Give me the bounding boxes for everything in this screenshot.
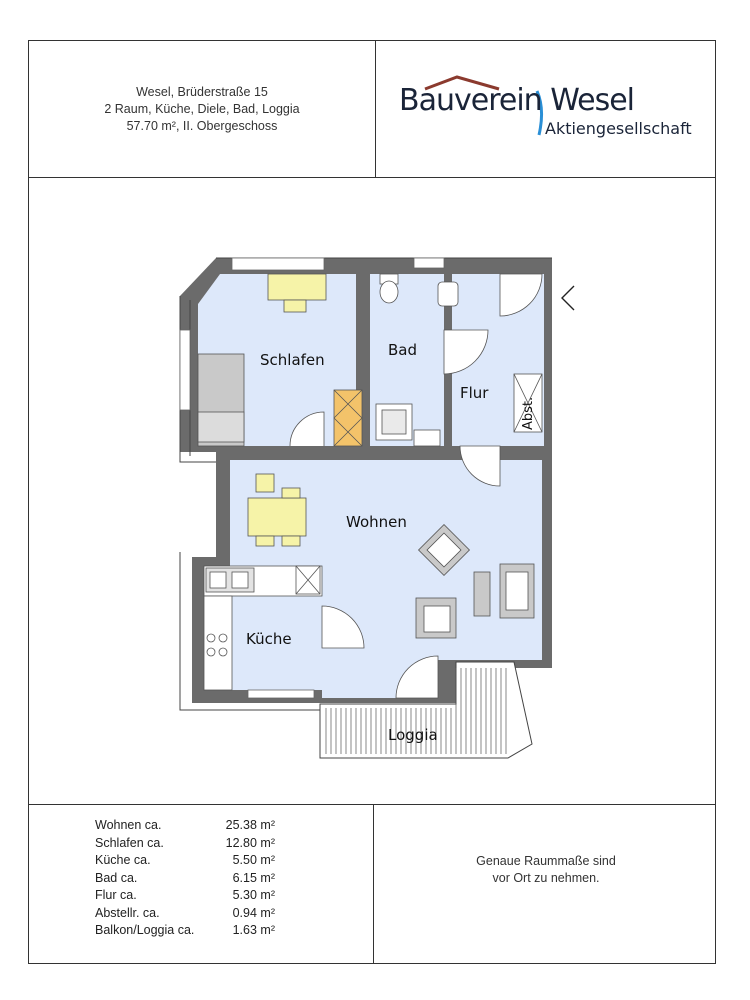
area-room-name: Balkon/Loggia ca. — [95, 923, 195, 937]
dining-table — [248, 498, 306, 536]
label-abstellraum: Abst. — [521, 396, 536, 430]
area-value: 5.30 m² — [232, 888, 275, 902]
toilet-bowl — [380, 281, 398, 303]
note-line-2: vor Ort zu nehmen. — [492, 871, 600, 885]
entry-marker — [562, 286, 574, 310]
label-schlafen: Schlafen — [260, 351, 325, 369]
wardrobe — [334, 390, 362, 446]
area-room-name: Flur ca. — [95, 888, 137, 902]
label-flur: Flur — [460, 384, 489, 402]
desk-chair — [284, 300, 306, 312]
address-text: Wesel, Brüderstraße 15 — [136, 84, 268, 99]
label-wohnen: Wohnen — [346, 513, 407, 531]
area-value: 12.80 m² — [225, 835, 275, 850]
area-room-name: Wohnen ca. — [95, 818, 162, 832]
pillow — [198, 412, 244, 442]
rooms-text: 2 Raum, Küche, Diele, Bad, Loggia — [104, 101, 300, 116]
area-room-name: Bad ca. — [95, 870, 138, 885]
logo-main-text: Bauverein Wesel — [399, 83, 634, 118]
dining-chair — [256, 536, 274, 546]
area-room-name: Abstellr. ca. — [95, 905, 160, 920]
dining-chair — [282, 536, 300, 546]
bath-cabinet — [414, 430, 440, 446]
area-room-name: Schlafen ca. — [95, 835, 164, 850]
dining-chair — [282, 488, 300, 498]
area-value: 1.63 m² — [232, 923, 275, 937]
label-kueche: Küche — [246, 630, 292, 648]
size-floor-text: 57.70 m², II. Obergeschoss — [126, 118, 278, 133]
kitchen-counter-side — [204, 596, 232, 690]
label-loggia: Loggia — [388, 726, 438, 744]
area-room-name: Küche ca. — [95, 853, 151, 867]
area-value: 5.50 m² — [232, 853, 275, 867]
sink — [438, 282, 458, 306]
area-value: 25.38 m² — [225, 818, 275, 832]
logo-sub-text: Aktiengesellschaft — [545, 119, 692, 138]
area-value: 6.15 m² — [232, 870, 275, 885]
label-bad: Bad — [388, 341, 418, 359]
note-line-1: Genaue Raummaße sind — [476, 854, 616, 868]
desk — [268, 274, 326, 300]
coffee-table — [474, 572, 490, 616]
dining-chair — [256, 474, 274, 492]
area-value: 0.94 m² — [232, 905, 275, 920]
